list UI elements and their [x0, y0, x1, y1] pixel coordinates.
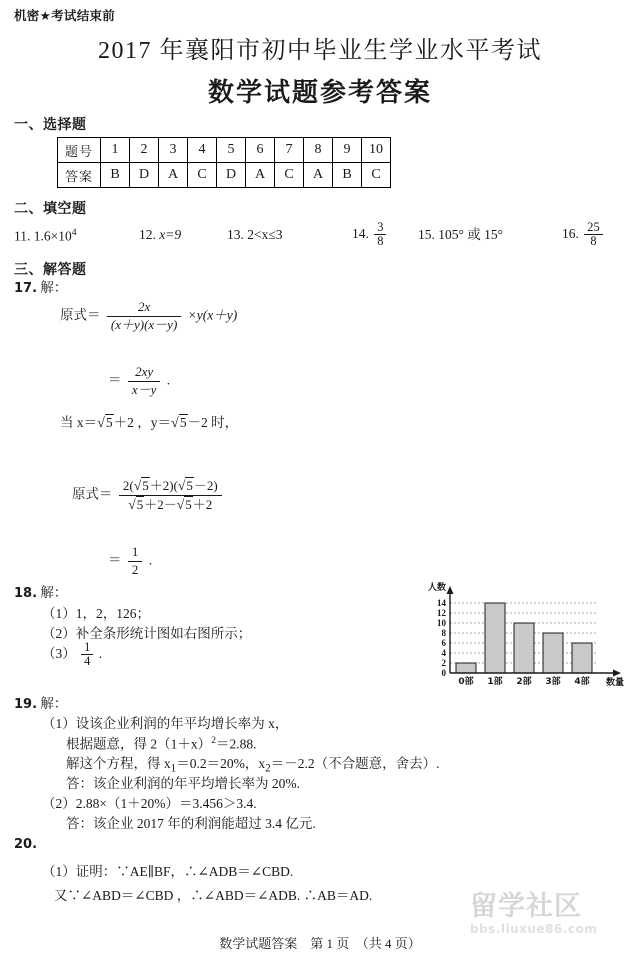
question-17-line-2: ＝ $\frac{2xy}{x-y}$ . — [108, 364, 171, 397]
table-row-question-numbers — [58, 138, 391, 163]
watermark-url: bbs.liuxue86.com — [470, 922, 598, 936]
svg-text:4部: 4部 — [574, 677, 590, 687]
table-cell-answer: C — [188, 163, 217, 188]
table-header-answer: 答案 — [58, 163, 101, 188]
svg-text:3部: 3部 — [545, 677, 561, 687]
page-footer: 数学试题答案 第 1 页 （共 4 页） — [219, 936, 421, 951]
table-cell-qnum: 4 — [188, 138, 217, 163]
section-heading-blank: 二、填空题 — [14, 201, 87, 217]
chart-x-axis-title: 数量 — [605, 678, 625, 688]
question-18-item-1: （1）1，2，126； — [42, 606, 150, 621]
confidential-notice: 机密★考试结束前 — [14, 8, 116, 23]
table-cell-qnum: 10 — [362, 138, 391, 163]
blank-answer-15: 15. 105° 或 15° — [418, 227, 504, 242]
question-18-item-2: （2）补全条形统计图如右图所示； — [42, 626, 252, 641]
table-row-answers — [58, 163, 391, 188]
fill-in-blank-row — [0, 219, 640, 255]
table-cell-answer: D — [217, 163, 246, 188]
chart-bar-4bu — [572, 643, 592, 673]
svg-text:8: 8 — [441, 628, 446, 638]
table-cell-qnum: 8 — [304, 138, 333, 163]
chart-y-axis-title: 人数 — [427, 583, 446, 593]
question-19-line-5: （2）2.88×（1＋20%）＝3.456＞3.4. — [42, 796, 257, 811]
section-heading-choice: 一、选择题 — [14, 117, 87, 133]
svg-text:0: 0 — [441, 668, 446, 678]
svg-text:4: 4 — [441, 648, 446, 658]
chart-bar-3bu — [543, 633, 563, 673]
question-19-line-4: 答：该企业利润的年平均增长率为 20%. — [66, 776, 300, 791]
svg-text:1部: 1部 — [487, 677, 503, 687]
table-cell-answer: B — [333, 163, 362, 188]
blank-answer-16: 16. $\frac{25}{8}$ — [562, 221, 605, 248]
question-18-item-3: （3） $\frac{1}{4}$ . — [42, 640, 103, 669]
svg-text:2: 2 — [441, 658, 446, 668]
watermark-brand: 留学社区 — [470, 891, 582, 922]
table-cell-qnum: 6 — [246, 138, 275, 163]
exam-title: 2017 年襄阳市初中毕业生学业水平考试 — [98, 38, 542, 64]
table-cell-answer: B — [101, 163, 130, 188]
table-cell-qnum: 3 — [159, 138, 188, 163]
question-19-line-3: 解这个方程，得 $x_1=0.2=20\%$，$x_2=-2.2$（不合题意，舍去）. — [66, 756, 440, 775]
svg-text:12: 12 — [437, 608, 446, 618]
table-header-question: 题号 — [58, 138, 101, 163]
svg-text:10: 10 — [437, 618, 446, 628]
bar-chart-svg — [410, 578, 635, 688]
table-cell-answer: A — [159, 163, 188, 188]
svg-text:6: 6 — [441, 638, 446, 648]
blank-answer-13: 13. 2<x≤3 — [227, 227, 283, 242]
chart-x-tick-labels — [458, 675, 589, 687]
question-18-label: 18. 解： — [14, 585, 68, 601]
table-cell-qnum: 5 — [217, 138, 246, 163]
table-cell-answer: D — [130, 163, 159, 188]
chart-y-tick-labels — [437, 598, 447, 678]
section-heading-solve: 三、解答题 — [14, 262, 87, 278]
table-cell-qnum: 1 — [101, 138, 130, 163]
svg-text:0部: 0部 — [458, 677, 474, 687]
question-17-line-3: 当 x＝√5＋2 ，y＝√5－2 时， — [60, 415, 239, 431]
question-17-line-5: ＝ $\frac{1}{2}$ . — [108, 544, 153, 577]
table-cell-qnum: 9 — [333, 138, 362, 163]
svg-text:14: 14 — [437, 598, 446, 608]
table-cell-answer: A — [304, 163, 333, 188]
question-19-line-6: 答：该企业 2017 年的利润能超过 3.4 亿元. — [66, 816, 316, 831]
chart-bar-2bu — [514, 623, 534, 673]
question-20-label: 20. — [14, 837, 38, 852]
question-17-label: 17. 解： — [14, 280, 68, 296]
chart-x-axis-arrow — [613, 670, 621, 677]
question-17-line-1: 原式＝ $\frac{2x}{(x+y)(x-y)}$ ×y(x＋y) — [60, 299, 238, 332]
question-17-line-4: 原式＝ $\frac{2(√5+2)(√5-2)}{√5+2-√5+2}$ — [72, 478, 225, 513]
chart-bar-1bu — [485, 603, 505, 673]
bar-chart — [410, 578, 635, 688]
table-cell-answer: A — [246, 163, 275, 188]
table-cell-answer: C — [275, 163, 304, 188]
answer-table — [57, 137, 391, 188]
chart-y-axis-arrow — [447, 586, 454, 594]
table-cell-answer: C — [362, 163, 391, 188]
question-19-line-2: 根据题意，得 $2(1+x)^2=2.88$. — [66, 735, 257, 752]
chart-bars — [456, 603, 592, 673]
blank-answer-11: 11. $1.6\times 10^4$ — [14, 227, 77, 244]
question-20-line-1: （1）证明：∵AE∥BF，∴∠ADB＝∠CBD. — [42, 864, 294, 879]
svg-text:2部: 2部 — [516, 677, 532, 687]
question-19-line-1: （1）设该企业利润的年平均增长率为 x， — [42, 716, 289, 731]
table-cell-qnum: 2 — [130, 138, 159, 163]
question-20-line-2: 又∵∠ABD＝∠CBD ，∴∠ABD＝∠ADB. ∴AB＝AD. — [54, 888, 373, 903]
table-cell-qnum: 7 — [275, 138, 304, 163]
blank-answer-12: 12. x=9 — [139, 227, 182, 242]
blank-answer-14: 14. $\frac{3}{8}$ — [352, 221, 388, 248]
chart-bar-0bu — [456, 663, 476, 673]
page-title: 数学试题参考答案 — [207, 78, 432, 108]
question-19-label: 19. 解： — [14, 696, 68, 712]
